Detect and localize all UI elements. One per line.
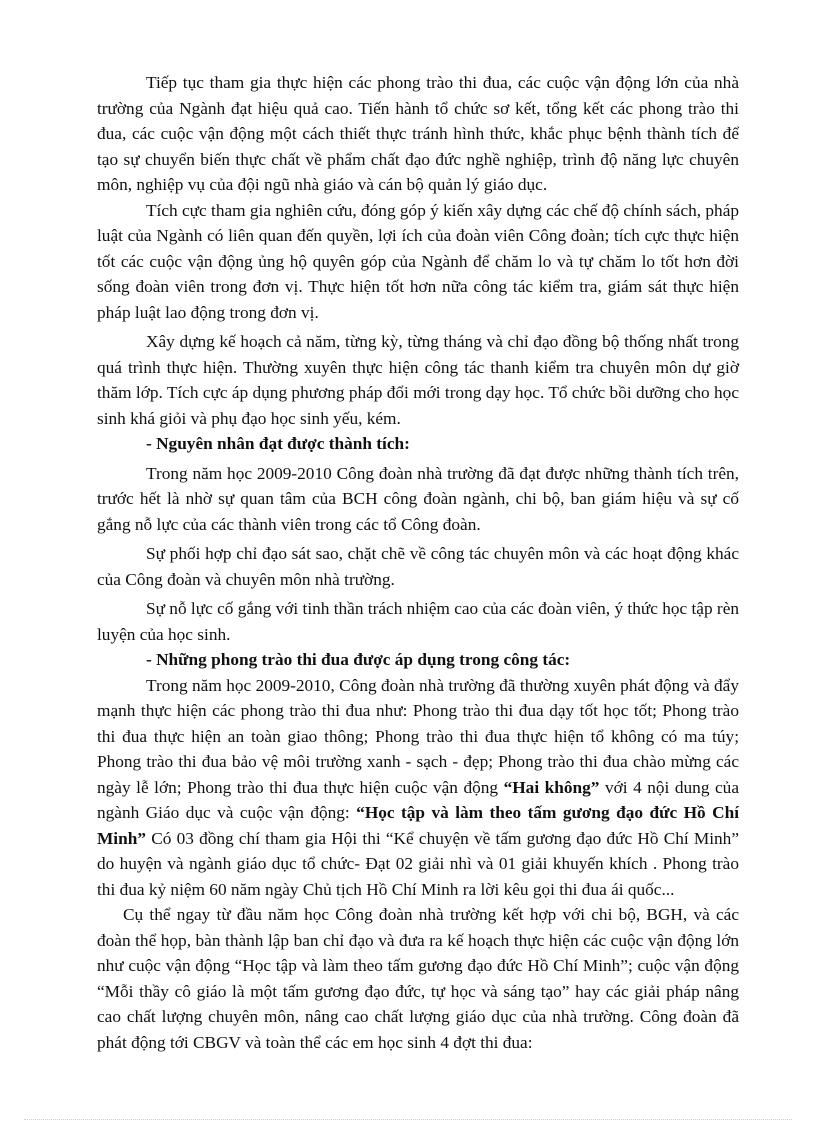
paragraph-2: Tích cực tham gia nghiên cứu, đóng góp ý kiến xây dựng các chế độ chính sách, pháp luật của Ngành có liên quan đến quyền, lợi ích của đoàn viên Công đoàn; tích cực thực hiện tốt các cuộc vận động ủng hộ quyên góp của Ngành để chăm lo và tự chăm lo tốt hơn đời sống đoàn viên trong đơn vị. Thực hiện tốt hơn nữa công tác kiểm tra, giám sát thực hiện pháp luật lao động trong đơn vị. bbox=[97, 200, 739, 322]
campaign-ho-chi-minh: “Học tập và làm theo tấm gương đạo đức Hồ Chí Minh” bbox=[97, 803, 739, 848]
paragraph-4: Trong năm học 2009-2010 Công đoàn nhà trường đã đạt được những thành tích trên, trước hết là nhờ sự quan tâm của BCH công đoàn ngành, chi bộ, ban giám hiệu và sự cố gắng nỗ lực của các thành viên trong các tổ Công đoàn. bbox=[97, 463, 739, 534]
paragraph-1: Tiếp tục tham gia thực hiện các phong trào thi đua, các cuộc vận động lớn của nhà trường của Ngành đạt hiệu quả cao. Tiến hành tổ chức sơ kết, tổng kết các phong trào thi đua, các cuộc vận động một cách thiết thực tránh hình thức, khắc phục bệnh thành tích để tạo sự chuyển biến thực chất về phẩm chất đạo đức nghề nghiệp, trình độ năng lực chuyên môn, nghiệp vụ của đội ngũ nhà giáo và cán bộ quản lý giáo dục. bbox=[97, 73, 739, 194]
heading-campaigns: - Những phong trào thi đua được áp dụng trong công tác: bbox=[146, 650, 571, 669]
paragraph-7-part-a: Trong năm học 2009-2010, Công đoàn nhà trường đã thường xuyên phát động và đẩy mạnh thực hiện các phong trào thi đua như: Phong trào thi đua dạy tốt học tốt; Phong trào thi đua thực hiện an toàn giao thông; Phong trào thi đua thực hiện tổ không có ma túy; Phong trào thi đua bảo vệ môi trường xanh - sạch - đẹp; Phong trào thi đua chào mừng các ngày lễ lớn; Phong trào thi đua thực hiện cuộc vận động bbox=[97, 675, 739, 797]
paragraph-3: Xây dựng kế hoạch cả năm, từng kỳ, từng tháng và chỉ đạo đồng bộ thống nhất trong quá trình thực hiện. Thường xuyên thực hiện công tác thanh kiểm tra chuyên môn dự giờ thăm lớp. Tích cực áp dụng phương pháp đổi mới trong dạy học. Tổ chức bồi dưỡng cho học sinh khá giỏi và phụ đạo học sinh yếu, kém. bbox=[97, 332, 739, 428]
document-page bbox=[97, 70, 739, 1055]
paragraph-5: Sự phối hợp chỉ đạo sát sao, chặt chẽ về công tác chuyên môn và các hoạt động khác của Công đoàn và chuyên môn nhà trường. bbox=[97, 544, 739, 589]
paragraph-7-part-b: với 4 nội dung của ngành Giáo dục và cuộc vận động: bbox=[97, 777, 739, 822]
campaign-hai-khong: “Hai không” bbox=[503, 777, 600, 797]
page-bottom-divider bbox=[24, 1119, 792, 1120]
paragraph-7-part-c: Có 03 đồng chí tham gia Hội thi “Kể chuyện về tấm gương đạo đức Hồ Chí Minh” do huyện và ngành giáo dục tổ chức- Đạt 02 giải nhì và 01 giải khuyến khích . Phong trào thi đua kỷ niệm 60 năm ngày Chủ tịch Hồ Chí Minh ra lời kêu gọi thi đua ái quốc... bbox=[97, 828, 739, 899]
paragraph-7 bbox=[97, 673, 739, 903]
heading-causes: - Nguyên nhân đạt được thành tích: bbox=[146, 434, 410, 453]
paragraph-8: Cụ thể ngay từ đầu năm học Công đoàn nhà trường kết hợp với chi bộ, BGH, và các đoàn thể họp, bàn thành lập ban chỉ đạo và đưa ra kế hoạch thực hiện các cuộc vận động lớn như cuộc vận động “Học tập và làm theo tấm gương đạo đức Hồ Chí Minh”; cuộc vận động “Mỗi thầy cô giáo là một tấm gương đạo đức, tự học và sáng tạo” hay các giải pháp nâng cao chất lượng chuyên môn, nâng cao chất lượng giáo dục của nhà trường. Công đoàn đã phát động tới CBGV và toàn thể các em học sinh 4 đợt thi đua: bbox=[97, 905, 739, 1052]
paragraph-6: Sự nỗ lực cố gắng với tinh thần trách nhiệm cao của các đoàn viên, ý thức học tập rèn luyện của học sinh. bbox=[97, 599, 739, 644]
